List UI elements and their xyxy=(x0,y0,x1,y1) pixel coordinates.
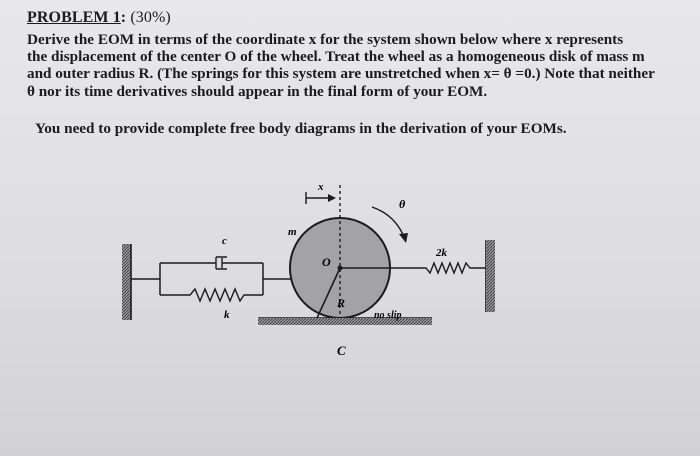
problem-weight: (30%) xyxy=(130,9,171,26)
statement-line: the displacement of the center O of the wheel. Treat the wheel as a homogeneous disk of mass m xyxy=(27,48,645,66)
statement-line: θ nor its time derivatives should appear in the final form of your EOM. xyxy=(27,82,488,100)
x-displacement-arrow xyxy=(306,192,336,204)
left-rod xyxy=(131,263,160,295)
label-c-damper: c xyxy=(222,235,227,247)
statement-line: and outer radius R. (The springs for this system are unstretched when x= θ =0.) Note that neither xyxy=(27,65,655,83)
label-no-slip: no slip xyxy=(374,310,402,321)
damper-c xyxy=(160,257,263,269)
label-C: C xyxy=(337,343,346,358)
label-O: O xyxy=(322,255,331,269)
ground xyxy=(258,318,432,325)
spring-k xyxy=(160,289,263,301)
label-m: m xyxy=(288,226,297,238)
label-k: k xyxy=(224,309,230,321)
fbd-instruction: You need to provide complete free body diagrams in the derivation of your EOMs. xyxy=(35,120,567,137)
label-theta: θ xyxy=(399,197,406,211)
problem-title-colon: : xyxy=(120,9,127,26)
label-R: R xyxy=(337,296,346,310)
label-2k: 2k xyxy=(436,247,447,259)
label-x: x xyxy=(318,181,324,193)
left-wall xyxy=(122,244,131,320)
statement-line: Derive the EOM in terms of the coordinate x for the system shown below where x represents xyxy=(27,31,624,48)
right-wall xyxy=(486,240,495,312)
problem-title: PROBLEM 1 xyxy=(27,9,121,26)
